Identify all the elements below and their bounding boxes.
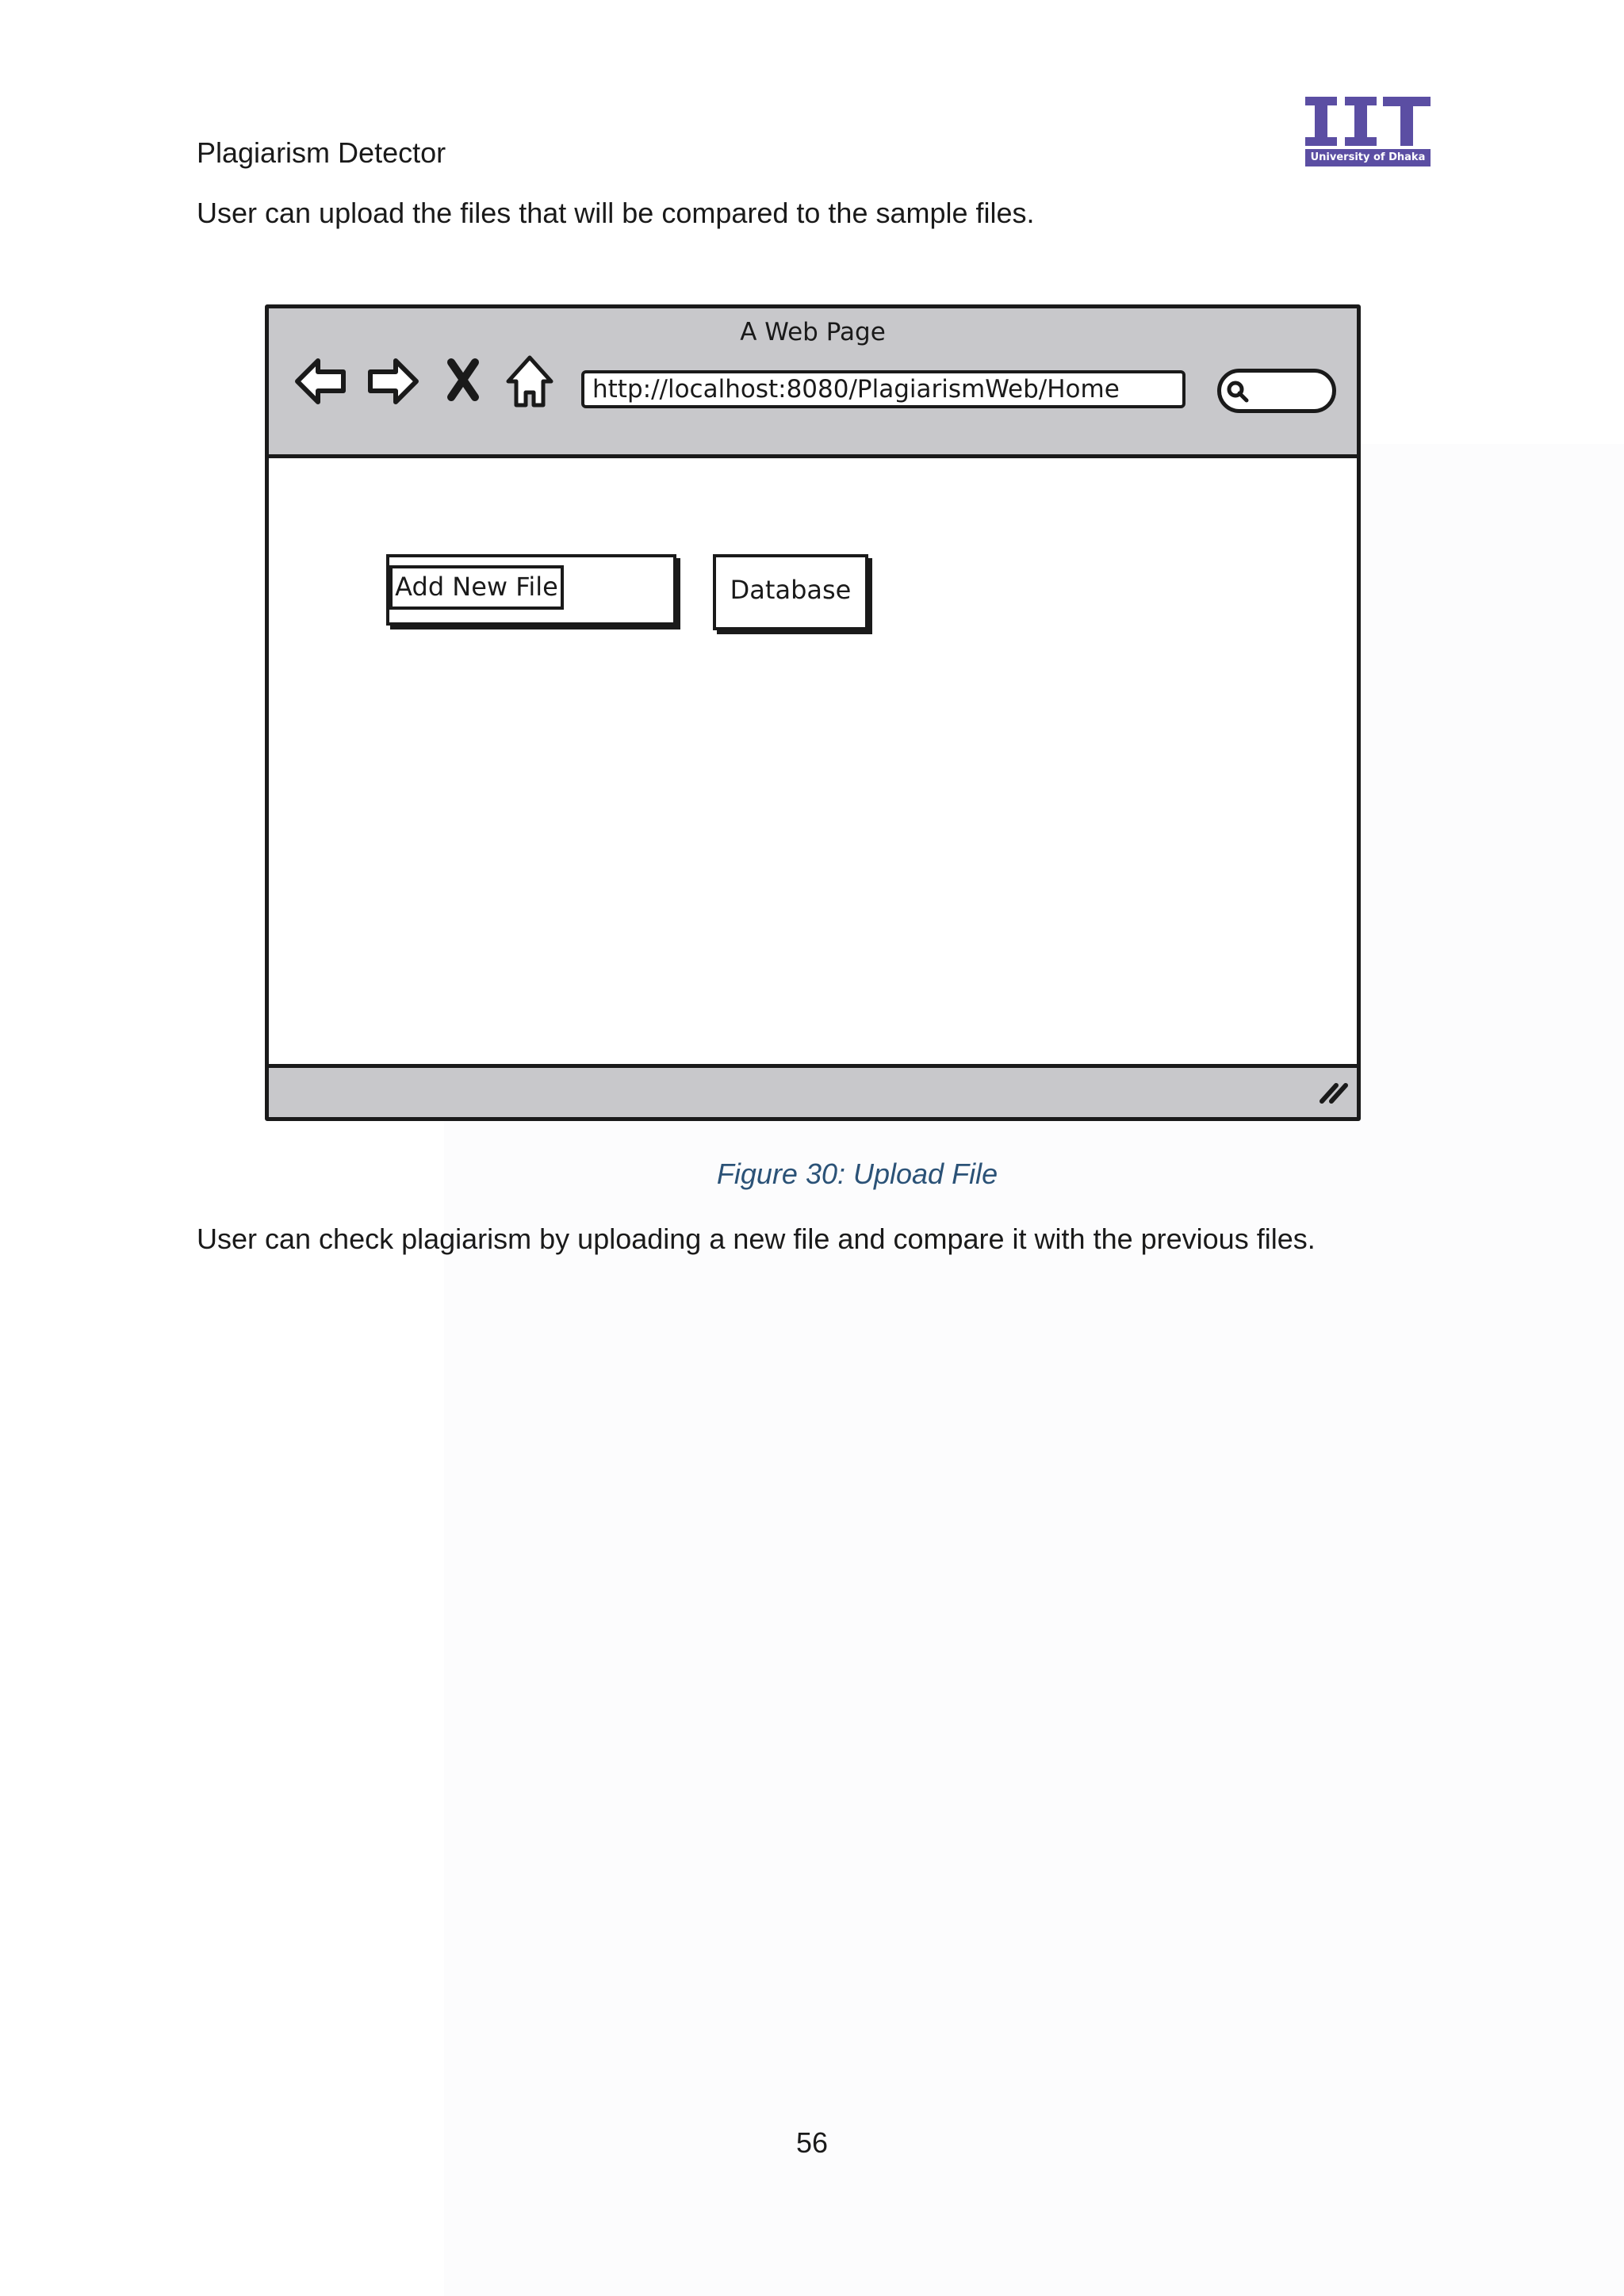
back-arrow-icon[interactable] (293, 353, 350, 414)
home-icon[interactable] (504, 353, 556, 414)
window-title: A Web Page (740, 318, 886, 346)
page-number: 56 (795, 2126, 829, 2159)
intro-paragraph: User can upload the files that will be compared to the sample files. (197, 197, 1035, 229)
forward-arrow-icon[interactable] (364, 353, 421, 414)
iit-logo (1305, 97, 1431, 166)
address-bar[interactable]: http://localhost:8080/PlagiarismWeb/Home (581, 370, 1185, 408)
figure-caption: Figure 30: Upload File (716, 1158, 998, 1190)
database-label: Database (730, 575, 852, 605)
iit-logo-mark (1305, 97, 1431, 149)
add-new-file-label: Add New File (389, 565, 564, 610)
database-button[interactable] (713, 554, 868, 630)
closing-paragraph: User can check plagiarism by uploading a new file and compare it with the previous files. (197, 1223, 1316, 1255)
add-new-file-button[interactable] (386, 554, 676, 626)
browser-status-bar (269, 1064, 1357, 1117)
close-x-icon[interactable] (445, 356, 481, 408)
running-header-title: Plagiarism Detector (197, 136, 446, 169)
wireframe-browser-window (265, 304, 1361, 1121)
browser-toolbar (269, 308, 1357, 458)
search-icon (1226, 380, 1250, 408)
search-field[interactable] (1217, 369, 1336, 413)
logo-subtitle: University of Dhaka (1305, 149, 1431, 166)
resize-grip-icon[interactable] (1316, 1077, 1349, 1108)
